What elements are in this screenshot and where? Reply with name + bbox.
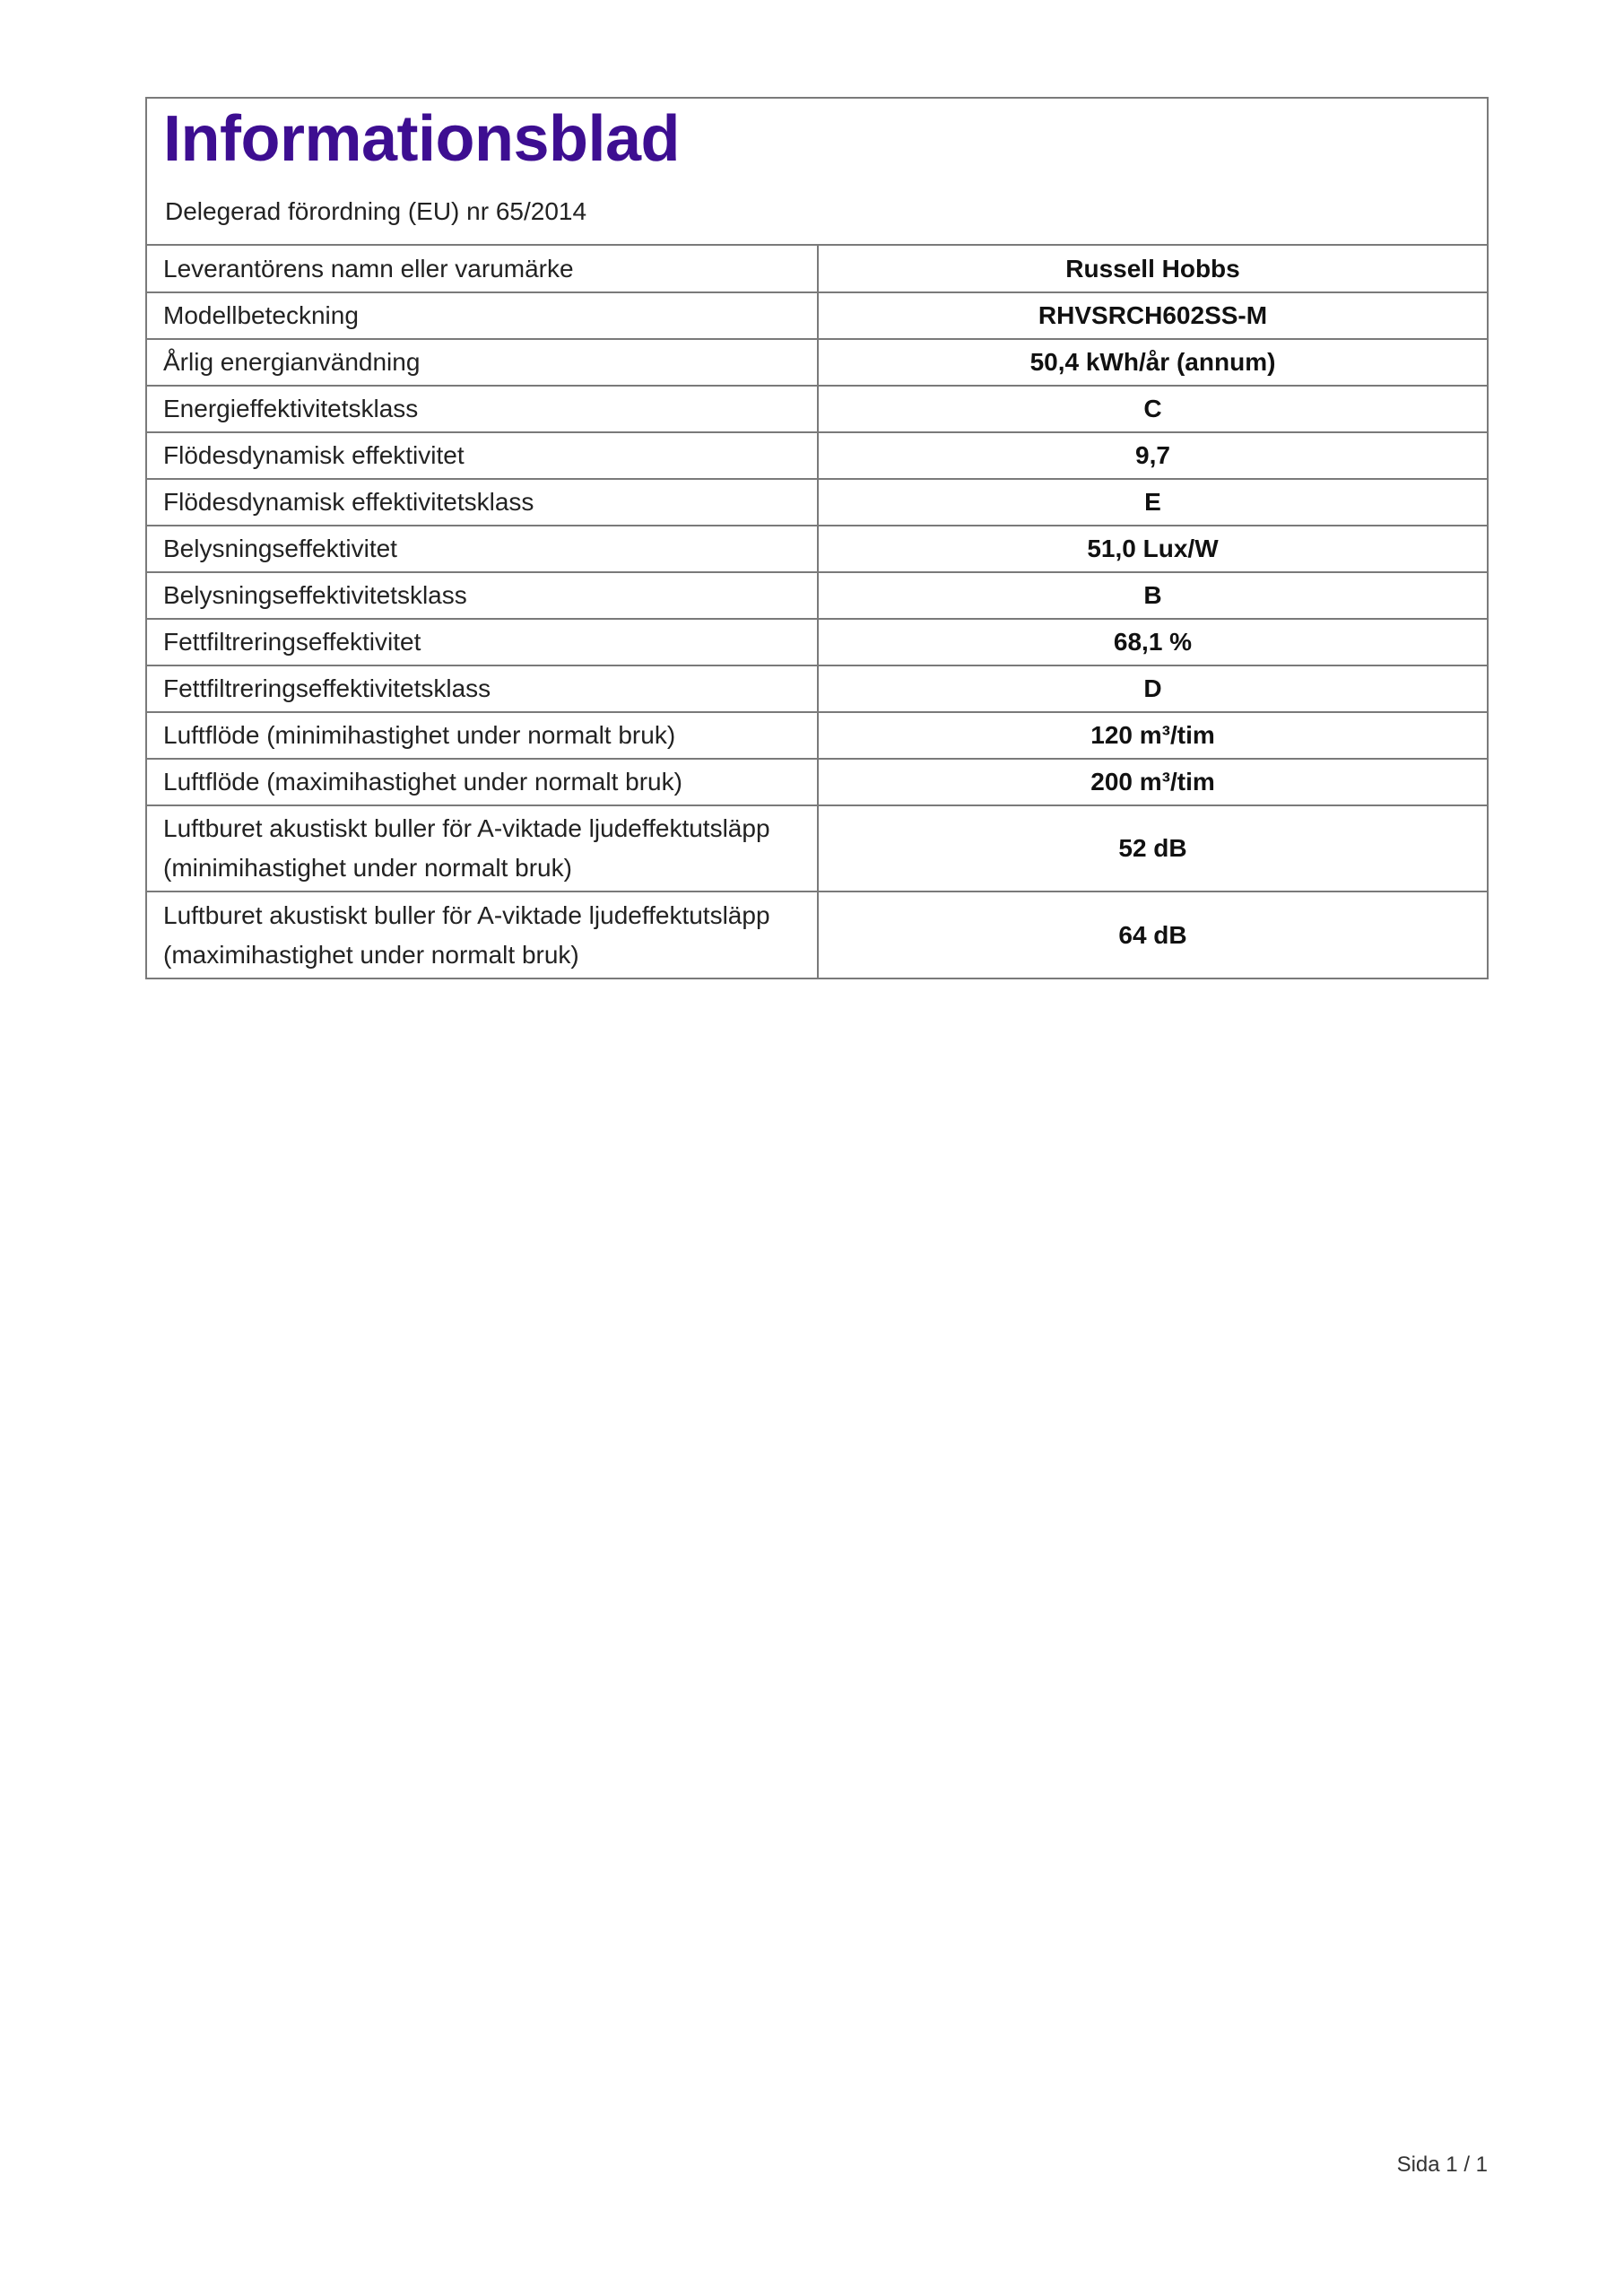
table-row bbox=[147, 759, 1487, 805]
table-row bbox=[147, 526, 1487, 572]
row-label: Luftburet akustiskt buller för A-viktade ljudeffektutsläpp (maximihastighet under normalt bruk) bbox=[147, 891, 818, 978]
table-row bbox=[147, 572, 1487, 619]
row-label: Fettfiltreringseffektivitetsklass bbox=[147, 665, 818, 712]
row-value: 52 dB bbox=[818, 805, 1487, 891]
row-label: Luftflöde (maximihastighet under normalt bruk) bbox=[147, 759, 818, 805]
row-value: 51,0 Lux/W bbox=[818, 526, 1487, 572]
row-value: 200 m³/tim bbox=[818, 759, 1487, 805]
row-label: Flödesdynamisk effektivitetsklass bbox=[147, 479, 818, 526]
sheet-header bbox=[147, 99, 1487, 246]
regulation-subtitle: Delegerad förordning (EU) nr 65/2014 bbox=[165, 197, 587, 225]
row-value: 64 dB bbox=[818, 891, 1487, 978]
row-value: B bbox=[818, 572, 1487, 619]
row-label: Modellbeteckning bbox=[147, 292, 818, 339]
row-label: Leverantörens namn eller varumärke bbox=[147, 246, 818, 292]
row-label: Luftflöde (minimihastighet under normalt bruk) bbox=[147, 712, 818, 759]
row-value: 120 m³/tim bbox=[818, 712, 1487, 759]
table-row bbox=[147, 339, 1487, 386]
table-row bbox=[147, 292, 1487, 339]
table-row bbox=[147, 891, 1487, 978]
information-sheet bbox=[145, 97, 1489, 979]
table-row bbox=[147, 619, 1487, 665]
page-title: Informationsblad bbox=[163, 103, 681, 175]
row-value: 9,7 bbox=[818, 432, 1487, 479]
row-value: 68,1 % bbox=[818, 619, 1487, 665]
row-value: E bbox=[818, 479, 1487, 526]
row-value: RHVSRCH602SS-M bbox=[818, 292, 1487, 339]
row-value: 50,4 kWh/år (annum) bbox=[818, 339, 1487, 386]
table-row bbox=[147, 386, 1487, 432]
row-label: Belysningseffektivitet bbox=[147, 526, 818, 572]
table-row bbox=[147, 479, 1487, 526]
table-row bbox=[147, 246, 1487, 292]
table-row bbox=[147, 432, 1487, 479]
row-label: Energieffektivitetsklass bbox=[147, 386, 818, 432]
row-value: Russell Hobbs bbox=[1065, 254, 1240, 283]
row-label: Fettfiltreringseffektivitet bbox=[147, 619, 818, 665]
row-label: Flödesdynamisk effektivitet bbox=[147, 432, 818, 479]
row-value: C bbox=[818, 386, 1487, 432]
table-row bbox=[147, 712, 1487, 759]
row-label: Årlig energianvändning bbox=[147, 339, 818, 386]
page-number: Sida 1 / 1 bbox=[1396, 2152, 1488, 2177]
table-row bbox=[147, 665, 1487, 712]
table-row bbox=[147, 805, 1487, 891]
row-label: Luftburet akustiskt buller för A-viktade ljudeffektutsläpp (minimihastighet under normalt bruk) bbox=[147, 805, 818, 891]
row-value: D bbox=[818, 665, 1487, 712]
row-label: Belysningseffektivitetsklass bbox=[147, 572, 818, 619]
specification-table bbox=[147, 246, 1487, 978]
